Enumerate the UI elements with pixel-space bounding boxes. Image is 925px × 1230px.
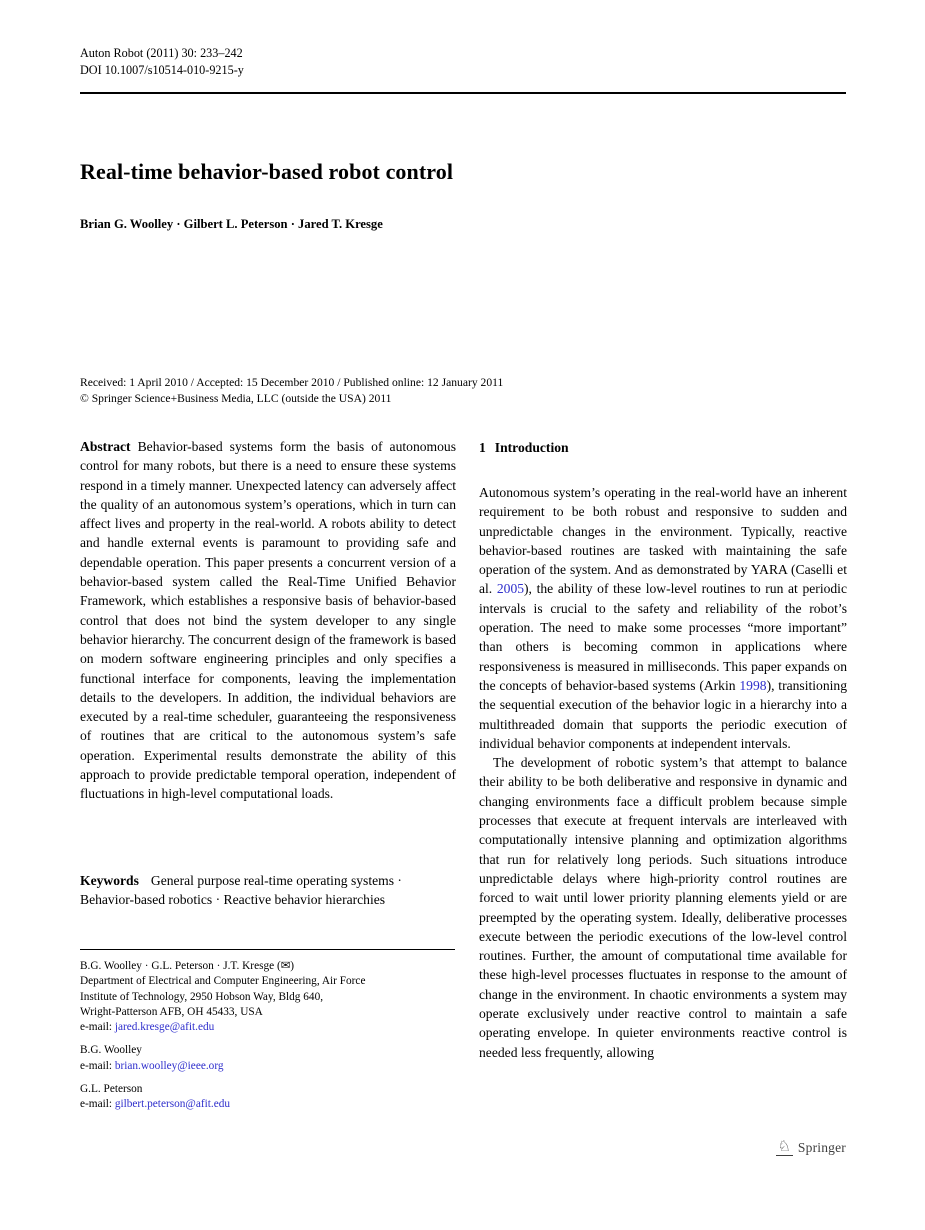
publisher-name: Springer [797,1140,846,1155]
springer-knight-icon: ♘ [777,1139,791,1155]
correspondence-footnote [80,949,455,1121]
intro-p1-text: ), the ability of these low-level routines to run at periodic intervals is crucial to the safety and reliability of the robot’s operation. The need to make some processes “more important” than others is becoming common in applications where responsiveness is measured in milliseconds. This paper expands on the concepts of behavior-based systems (Arkin [479,581,847,693]
intro-paragraph-2: The development of robotic system’s that attempt to balance their ability to be both deliberative and responsive in dynamic and changing environments face a difficult problem because simple processes that execute at frequent intervals are interleaved with computationally intensive planning and optimization algorithms that run for relatively long periods. Such situations introduce unpredictable delays where high-priority control routines are forced to wait until lower priority planning elements yield or are preempted by the operating system. Ideally, deliberative processes execute between the periodic executions of the low-level control routines. Further, the amount of computational time available for these high-level processes fluctuates in response to the amount of change in the environment. In chaotic environments a system may operate exclusively under reactive control to maintain a safe operating envelope. In quieter environments reactive control is needed less frequently, allowing [479,755,847,1060]
journal-masthead [80,45,244,78]
intro-p1-text: ), transitioning the sequential execution of the behavior logic in a hierarchy into a multithreaded domain that supports the periodic execution of individual behavior components at independent intervals. [479,677,848,751]
email-link-woolley[interactable]: brian.woolley@ieee.org [114,1059,224,1072]
introduction-column [479,438,847,1062]
abstract-text: Behavior-based systems form the basis of autonomous control for many robots, but there is a need to ensure these systems respond in a timely manner. Unexpected latency can adversely affect the quality of an autonomous system’s operations, which in turn can affect lives and property in the real-world. A robots ability to detect and handle external events is paramount to providing safe and dependable operation. This paper presents a concurrent version of a behavior-based system called the Real-Time Unified Behavior Framework, which establishes a responsive basis of behavior-based control that does not bind the system developer to any single behavior hierarchy. The concurrent design of the framework is based on modern software engineering principles and only specifies a functional interface for components, leaving the implementation details to the developers. In addition, the individual behaviors are executed by a real-time scheduler, guaranteeing the responsiveness of routines that are critical to the autonomous system’s safe operation. Experimental results demonstrate the ability of this approach to provide predictable temporal operation, independent of fluctuations in high-level computational loads. [80,439,456,802]
received-accepted-line: Received: 1 April 2010 / Accepted: 15 December 2010 / Published online: 12 January 2011 [80,376,504,389]
footnote-email-line [80,1059,455,1074]
section-title: Introduction [494,440,569,455]
section-number: 1 [479,440,486,455]
keywords-paragraph [80,871,456,910]
email-label: e-mail: [80,1098,112,1111]
intro-p1-text: Autonomous system’s operating in the real-world have an inherent requirement to be both robust and responsive to sudden and unpredictable changes in the environment. Typically, reactive behavior-based routines are tasked with maintaining the safe operation of the system. And as demonstrated by YARA (Caselli et al. [479,485,847,597]
article-title: Real-time behavior-based robot control [80,159,454,184]
footnote-email-line [80,1097,455,1112]
intro-paragraph-1 [479,483,847,753]
publisher-footer [776,1140,846,1156]
footnote-email-line [80,1020,455,1035]
section-heading-introduction [479,438,847,457]
footnote-authors-line: B.G. Woolley · G.L. Peterson · J.T. Kresge (✉) [80,960,294,972]
email-label: e-mail: [80,1059,112,1072]
footnote-name-woolley: B.G. Woolley [80,1044,142,1057]
email-link-kresge[interactable]: jared.kresge@afit.edu [114,1021,215,1034]
abstract-label: Abstract [80,439,131,454]
citation-link-arkin-1998[interactable]: 1998 [739,677,767,693]
header-rule [80,92,846,94]
footnote-name-peterson: G.L. Peterson [80,1083,143,1096]
keywords-text: General purpose real-time operating systems · Behavior-based robotics · Reactive behavior hierarchies [80,873,402,908]
footnote-peterson-block [80,1082,455,1113]
email-link-peterson[interactable]: gilbert.peterson@afit.edu [114,1098,231,1111]
author-list: Brian G. Woolley · Gilbert L. Peterson · Jared T. Kresge [80,217,383,231]
footnote-address-line-2: Institute of Technology, 2950 Hobson Way, Bldg 640, [80,990,324,1003]
footnote-rule [80,949,455,950]
footnote-woolley-block [80,1043,455,1074]
footnote-address-line-1: Department of Electrical and Computer Engineering, Air Force [80,975,366,988]
email-label: e-mail: [80,1021,112,1034]
copyright-line: © Springer Science+Business Media, LLC (outside the USA) 2011 [80,392,392,406]
footnote-address-line-3: Wright-Patterson AFB, OH 45433, USA [80,1005,263,1018]
abstract-paragraph [80,437,456,804]
journal-reference: Auton Robot (2011) 30: 233–242 [80,46,243,60]
article-history [80,375,503,408]
keywords-label: Keywords [80,873,139,888]
citation-link-caselli-2005[interactable]: 2005 [496,581,525,597]
journal-doi: DOI 10.1007/s10514-010-9215-y [80,62,244,77]
footnote-correspondence-block [80,959,455,1035]
